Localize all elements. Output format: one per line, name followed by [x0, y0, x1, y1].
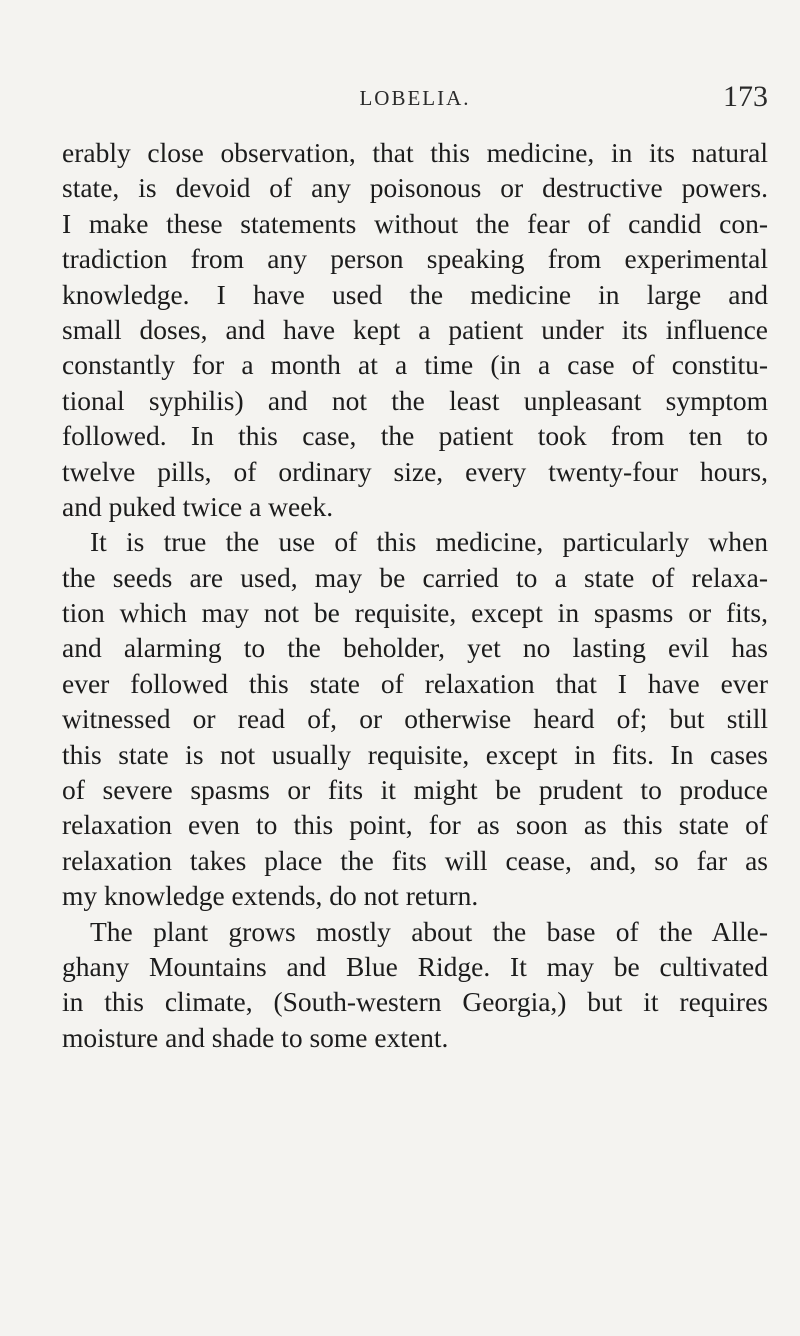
running-head-title: LOBELIA. [359, 86, 471, 110]
text-line: relaxation takes place the fits will cease, and, so far as [62, 844, 768, 876]
text-line: the seeds are used, may be carried to a state of relaxa- [62, 561, 768, 593]
paragraph-start-line: The plant grows mostly about the base of the Alle- [90, 915, 768, 947]
paragraph-start-line: It is true the use of this medicine, particularly when [90, 526, 768, 558]
text-line: tional syphilis) and not the least unpleasant symptom [62, 384, 768, 416]
text-line: and alarming to the beholder, yet no lasting evil has [62, 632, 768, 664]
text-line: I make these statements without the fear of candid con- [62, 207, 768, 239]
text-line: knowledge. I have used the medicine in large and [62, 278, 768, 310]
paragraph-end-line: and puked twice a week. [62, 490, 334, 522]
running-head [62, 80, 768, 118]
text-line: erably close observation, that this medicine, in its natural [62, 137, 768, 168]
text-line: relaxation even to this point, for as soon as this state of [62, 809, 768, 841]
text-line: twelve pills, of ordinary size, every twenty-four hours, [62, 455, 768, 487]
text-line: tion which may not be requisite, except in spasms or fits, [62, 597, 768, 629]
text-line: tradiction from any person speaking from experimental [62, 243, 768, 275]
text-line: ghany Mountains and Blue Ridge. It may be cultivated [62, 950, 768, 982]
paragraph-end-line: moisture and shade to some extent. [62, 1021, 449, 1053]
page-number: 173 [723, 80, 768, 113]
text-line: this state is not usually requisite, except in fits. In cases [62, 738, 768, 770]
text-line: state, is devoid of any poisonous or destructive powers. [62, 172, 768, 204]
text-line: in this climate, (South-western Georgia,) but it requires [62, 986, 768, 1018]
text-line: ever followed this state of relaxation that I have ever [62, 667, 768, 699]
text-line: of severe spasms or fits it might be prudent to produce [62, 774, 768, 806]
text-line: witnessed or read of, or otherwise heard of; but still [62, 703, 768, 735]
body-text [62, 135, 768, 1055]
text-line: followed. In this case, the patient took from ten to [62, 420, 768, 452]
text-line: constantly for a month at a time (in a case of constitu- [62, 349, 768, 381]
text-line: small doses, and have kept a patient under its influence [62, 313, 768, 345]
paragraph-end-line: my knowledge extends, do not return. [62, 880, 479, 912]
